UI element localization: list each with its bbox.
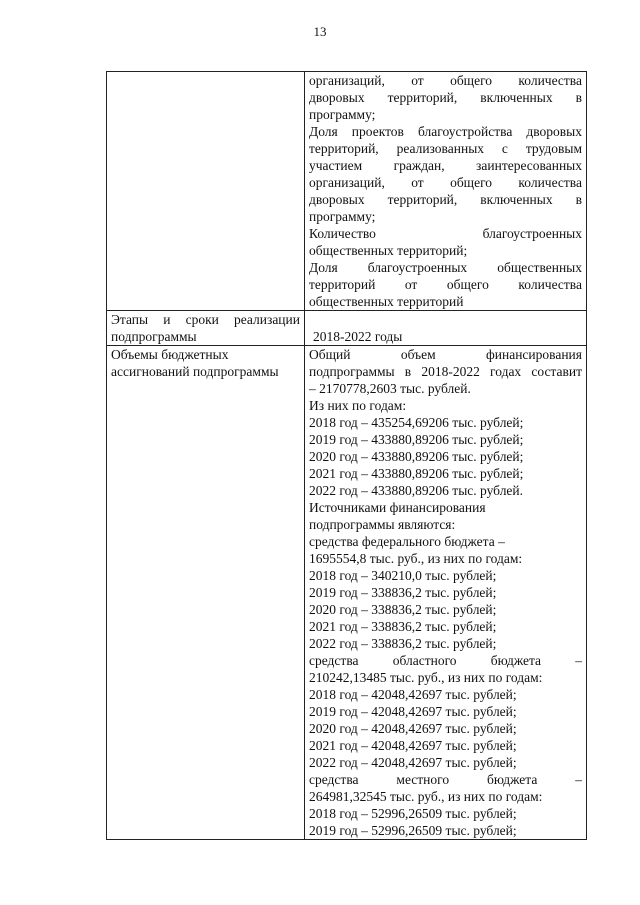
text-line: ассигнований подпрограммы [111, 364, 279, 379]
text-line: общественных территорий [309, 294, 464, 309]
text-line: 2020 год – 338836,2 тыс. рублей; [309, 602, 497, 617]
subprogram-passport-table [106, 71, 587, 840]
budget-label-cell [107, 346, 305, 840]
text-line: 2019 год – 52996,26509 тыс. рублей; [309, 823, 517, 838]
text-line: 2021 год – 338836,2 тыс. рублей; [309, 619, 497, 634]
text-line: 2020 год – 433880,89206 тыс. рублей; [309, 449, 524, 464]
text-line: общественных территорий; [309, 243, 468, 258]
indicators-label-cell [107, 72, 305, 311]
text-line: средства областного бюджета – [309, 653, 582, 668]
text-line: 1695554,8 тыс. руб., из них по годам: [309, 551, 523, 566]
text-line: 2022 год – 433880,89206 тыс. рублей. [309, 483, 524, 498]
text-line: 2022 год – 42048,42697 тыс. рублей; [309, 755, 517, 770]
text-line: Этапы и сроки реализации [111, 312, 300, 327]
text-line: 2018 год – 42048,42697 тыс. рублей; [309, 687, 517, 702]
text-line: 2018 год – 435254,69206 тыс. рублей; [309, 415, 524, 430]
budget-value-cell [305, 346, 587, 840]
page-number: 13 [313, 24, 327, 39]
text-line: 2018-2022 годы [313, 329, 403, 344]
text-line: Количество благоустроенных [309, 226, 582, 241]
text-line: Доля благоустроенных общественных [309, 260, 582, 275]
text-line: 210242,13485 тыс. руб., из них по годам: [309, 670, 543, 685]
text-line: Доля проектов благоустройства дворовых [309, 124, 582, 139]
text-line: средства федерального бюджета – [309, 534, 505, 549]
text-line: организаций, от общего количества [309, 175, 582, 190]
text-line: 2019 год – 433880,89206 тыс. рублей; [309, 432, 524, 447]
text-line: Источниками финансирования [309, 500, 486, 515]
indicators-row [107, 72, 587, 311]
text-line: подпрограммы в 2018-2022 годах составит [309, 364, 582, 379]
text-line: 2019 год – 42048,42697 тыс. рублей; [309, 704, 517, 719]
text-line: средства местного бюджета – [309, 772, 582, 787]
text-line: – 2170778,2603 тыс. рублей. [309, 381, 471, 396]
text-line: Общий объем финансирования [309, 347, 582, 362]
text-line: Объемы бюджетных [111, 347, 229, 362]
text-line: территорий от общего количества [309, 277, 582, 292]
text-line: территорий, реализованных с трудовым [309, 141, 582, 156]
text-line: 264981,32545 тыс. руб., из них по годам: [309, 789, 543, 804]
text-line: 2018 год – 52996,26509 тыс. рублей; [309, 806, 517, 821]
text-line: 2021 год – 433880,89206 тыс. рублей; [309, 466, 524, 481]
text-line: 2019 год – 338836,2 тыс. рублей; [309, 585, 497, 600]
text-line: дворовых территорий, включенных в [309, 192, 582, 207]
text-line: 2021 год – 42048,42697 тыс. рублей; [309, 738, 517, 753]
text-line: дворовых территорий, включенных в [309, 90, 582, 105]
stages-value-cell [305, 311, 587, 346]
text-line: Из них по годам: [309, 398, 407, 413]
text-line: организаций, от общего количества [309, 73, 582, 88]
text-line: программу; [309, 209, 376, 224]
text-line: участием граждан, заинтересованных [309, 158, 582, 173]
text-line: подпрограммы [111, 329, 197, 344]
stages-row [107, 311, 587, 346]
text-line: 2022 год – 338836,2 тыс. рублей; [309, 636, 497, 651]
indicators-value-cell [305, 72, 587, 311]
text-line: подпрограммы являются: [309, 517, 456, 532]
stages-label-cell [107, 311, 305, 346]
text-line: программу; [309, 107, 376, 122]
text-line: 2018 год – 340210,0 тыс. рублей; [309, 568, 497, 583]
text-line: 2020 год – 42048,42697 тыс. рублей; [309, 721, 517, 736]
budget-row [107, 346, 587, 840]
